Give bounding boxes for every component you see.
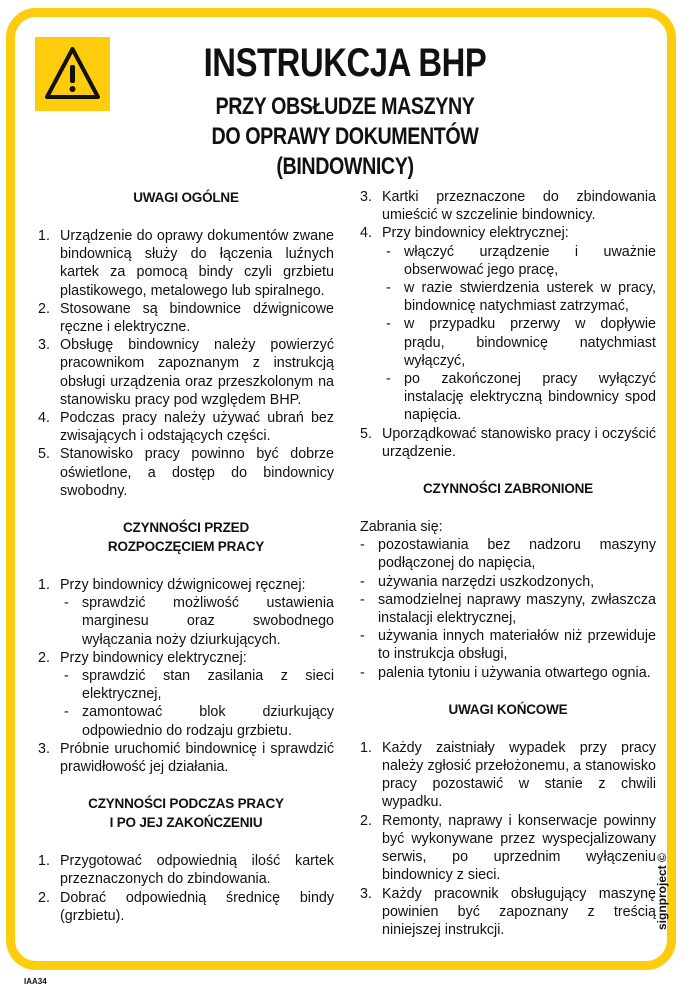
list-item: 5. Uporządkować stanowisko pracy i oczyścić urządzenie. (360, 425, 656, 460)
sub-list-item: - zamontować blok dziurkujący odpowiednio do rodzaju grzbietu. (64, 704, 334, 739)
forbidden-list (360, 536, 656, 682)
list-item: 3. Każdy pracownik obsługujący maszynę powinien być zapoznany z treścią niniejszej instrukcji. (360, 885, 656, 938)
list-item: 3. Obsługę bindownicy należy powierzyć pracownikom zapoznanym z instrukcją obsługi urządzenia oraz przeszkolonym na stanowisku pracy pod względem BHP. (38, 337, 334, 408)
section-heading-during-line1: CZYNNOŚCI PODCZAS PRACY (88, 796, 284, 812)
list-item: 4. Przy bindownicy elektrycznej: - włączyć urządzenie i uważnie obserwować jego pracę, - w razie stwierdzenia usterek w pracy, bindownicę natychmiast zatrzymać, - w przypadku przerwy w dopływie prądu, bindownicę natychmiast wyłączyć, - po zakończonej pracy wyłączyć instalację elektryczną bindownicy spod napięcia. (360, 225, 656, 424)
sub-list-item: - włączyć urządzenie i uważnie obserwować jego pracę, (386, 243, 656, 278)
warning-triangle-icon (43, 45, 102, 103)
left-column (38, 188, 334, 925)
final-list (360, 739, 656, 939)
list-item: - używania innych materiałów niż przewiduje to instrukcja obsługi, (360, 628, 656, 663)
list-item: 2. Przy bindownicy elektrycznej: - sprawdzić stan zasilania z sieci elektrycznej, - zamontować blok dziurkujący odpowiednio do rodzaju grzbietu. (38, 649, 334, 739)
section-heading-final: UWAGI KOŃCOWE (448, 701, 568, 717)
list-item: 4. Podczas pracy należy używać ubrań bez zwisających i odstających części. (38, 410, 334, 445)
sub-list-item: - sprawdzić stan zasilania z sieci elektrycznej, (64, 668, 334, 703)
list-item: - używania narzędzi uszkodzonych, (360, 573, 595, 590)
sub-list-item: - w razie stwierdzenia usterek w pracy, bindownicę natychmiast zatrzymać, (386, 280, 656, 315)
list-item: 1. Każdy zaistniały wypadek przy pracy należy zgłosić przełożonemu, a stanowisko pracy pozostawić w stanie z chwili wypadku. (360, 739, 656, 811)
page-subtitle-line2: DO OPRAWY DOKUMENTÓW (BINDOWNICY) (211, 123, 479, 180)
list-item: 1. Przy bindownicy dźwignicowej ręcznej: - sprawdzić możliwość ustawienia marginesu oraz swobodnego wyłączania noży dziurkujących. (38, 577, 334, 648)
right-column (360, 188, 656, 939)
product-code: IAA34 (24, 977, 47, 986)
list-item: 2. Stosowane są bindownice dźwignicowe ręczne i elektryczne. (38, 300, 334, 336)
page-subtitle-line1: PRZY OBSŁUDZE MASZYNY (215, 93, 475, 120)
list-item: 1. Urządzenie do oprawy dokumentów zwane bindownicą służy do łączenia luźnych kartek za pomocą bindy czyli grzbietu plastikowego, metalowego lub spiralnego. (38, 228, 334, 299)
list-item: 2. Dobrać odpowiednią średnicę bindy (grzbietu). (38, 889, 334, 924)
sub-list-item: - po zakończonej pracy wyłączyć instalację elektryczną bindownicy spod napięcia. (386, 371, 656, 424)
section-heading-forbidden: CZYNNOŚCI ZABRONIONE (422, 481, 593, 497)
sub-list-item: - sprawdzić możliwość ustawienia marginesu oraz swobodnego wyłączania noży dziurkujących. (64, 595, 334, 648)
list-item: - palenia tytoniu i używania otwartego ognia. (360, 664, 651, 681)
before-list (38, 576, 334, 776)
list-item: 3. Kartki przeznaczone do zbindowania umieścić w szczelinie bindownicy. (360, 189, 656, 224)
sub-list-item: - w przypadku przerwy w dopływie prądu, bindownicę natychmiast wyłączyć, (386, 316, 656, 369)
general-list (38, 227, 334, 500)
section-heading-before-line2: ROZPOCZĘCIEM PRACY (107, 539, 265, 555)
section-heading-general: UWAGI OGÓLNE (133, 190, 239, 205)
list-item: 5. Stanowisko pracy powinno być dobrze oświetlone, a dostęp do bindownicy swobodny. (38, 446, 334, 499)
list-item: - samodzielnej naprawy maszyny, zwłaszcza instalacji elektrycznej, (360, 591, 656, 627)
brand-label: signproject © (655, 853, 669, 930)
list-item: 3. Próbnie uruchomić bindownicę i sprawdzić prawidłowość jej działania. (38, 740, 334, 776)
section-heading-before-line1: CZYNNOŚCI PRZED (122, 520, 249, 536)
list-item: 1. Przygotować odpowiednią ilość kartek przeznaczonych do zbindowania. (38, 853, 334, 888)
during-list-part2 (360, 188, 656, 461)
list-item: 2. Remonty, naprawy i konserwacje powinny być wykonywane przez wyspecjalizowany serwis, po uprzednim wyłączeniu bindownicy z sieci. (360, 812, 656, 884)
page-title: INSTRUKCJA BHP (203, 41, 487, 85)
during-list-part1 (38, 852, 334, 925)
warning-sign (35, 37, 110, 111)
list-item: - pozostawiania bez nadzoru maszyny podłączonej do napięcia, (360, 537, 656, 572)
forbidden-intro: Zabrania się: (360, 519, 443, 536)
section-heading-during-line2: I PO JEJ ZAKOŃCZENIU (109, 815, 263, 831)
